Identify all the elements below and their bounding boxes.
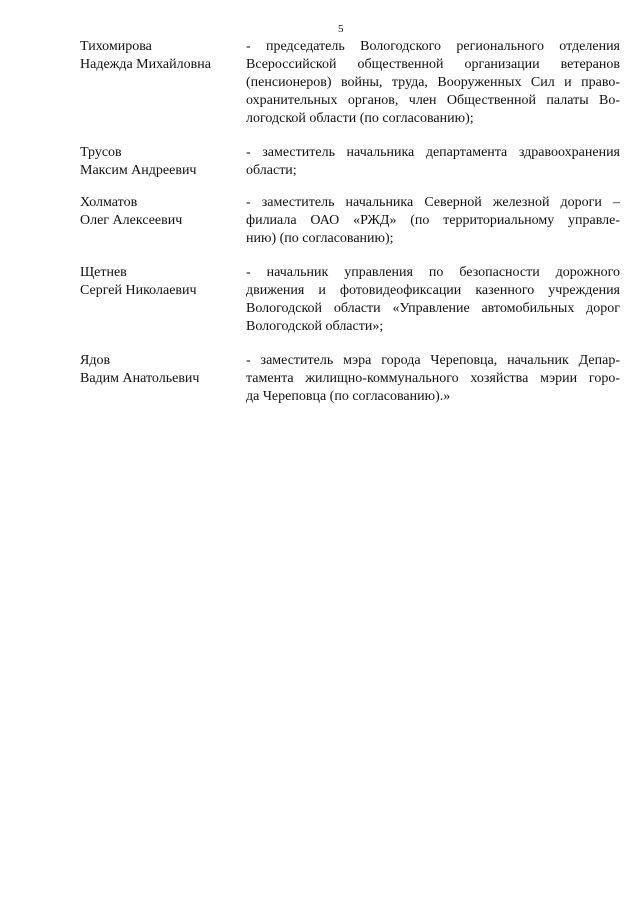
member-given-names: Вадим Анатольевич (80, 371, 200, 386)
member-name (80, 352, 240, 388)
position-line: тамента жилищно-коммунального хозяйства мэрии горо- (246, 371, 620, 386)
member-given-names: Максим Андреевич (80, 163, 197, 178)
position-line: Вологодской области «Управление автомобильных дорог (246, 301, 620, 316)
position-line: нию) (по согласованию); (246, 231, 394, 246)
position-line: Вологодской области»; (246, 319, 384, 334)
member-surname: Щетнев (80, 265, 127, 280)
position-line: - заместитель начальника Северной железной дороги – (246, 195, 620, 210)
member-given-names: Надежда Михайловна (80, 57, 211, 72)
position-line: филиала ОАО «РЖД» (по территориальному управле- (246, 213, 620, 228)
member-surname: Трусов (80, 145, 122, 160)
position-line: Всероссийской общественной организации ветеранов (246, 57, 620, 72)
member-given-names: Сергей Николаевич (80, 283, 197, 298)
member-name (80, 144, 240, 180)
member-given-names: Олег Алексеевич (80, 213, 183, 228)
position-line: - председатель Вологодского регионального отделения (246, 39, 620, 54)
position-line: логодской области (по согласованию); (246, 111, 474, 126)
member-position (246, 38, 620, 128)
member-surname: Ядов (80, 353, 111, 368)
position-line: - начальник управления по безопасности дорожного (246, 265, 620, 280)
member-name (80, 38, 240, 74)
position-line: движения и фотовидеофиксации казенного учреждения (246, 283, 620, 298)
page-number: 5 (338, 23, 344, 35)
member-surname: Холматов (80, 195, 138, 210)
member-name (80, 194, 240, 230)
member-position (246, 352, 620, 406)
position-line: - заместитель начальника департамента здравоохранения (246, 145, 620, 160)
member-position (246, 264, 620, 336)
position-line: да Череповца (по согласованию).» (246, 389, 451, 404)
member-surname: Тихомирова (80, 39, 152, 54)
member-position (246, 144, 620, 180)
position-line: - заместитель мэра города Череповца, начальник Депар- (246, 353, 620, 368)
member-position (246, 194, 620, 248)
position-line: области; (246, 163, 297, 178)
position-line: (пенсионеров) войны, труда, Вооруженных Сил и право- (246, 75, 620, 90)
member-name (80, 264, 240, 300)
position-line: охранительных органов, член Общественной палаты Во- (246, 93, 620, 108)
